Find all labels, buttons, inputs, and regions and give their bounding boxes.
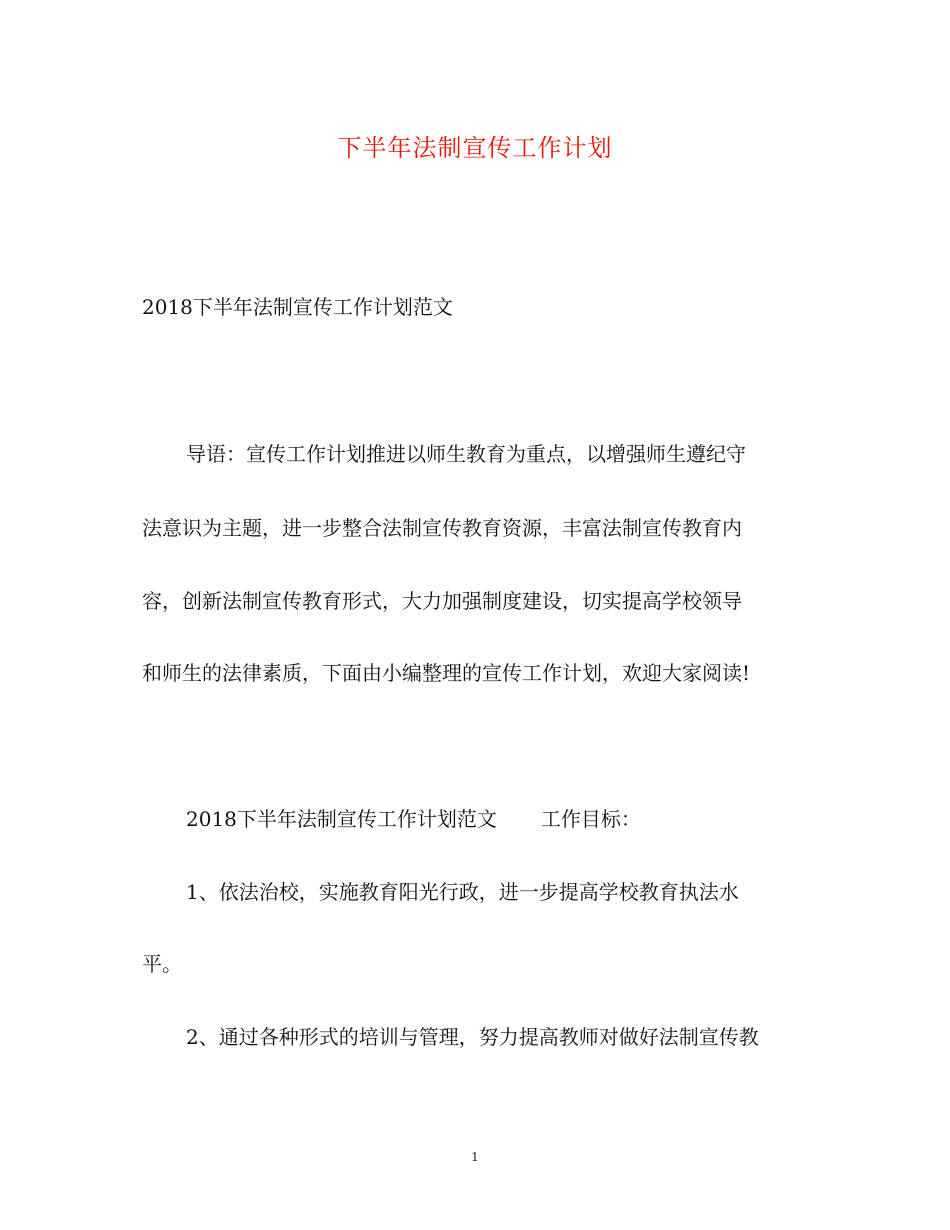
intro-line-2: 法意识为主题，进一步整合法制宣传教育资源，丰富法制宣传教育内 [142,516,742,540]
section-label: 工作目标： [540,807,641,831]
section-heading-row [186,805,641,833]
intro-line-3: 容，创新法制宣传教育形式，大力加强制度建设，切实提高学校领导 [142,589,742,613]
item1-line-2: 平。 [142,952,182,976]
section-heading: 2018下半年法制宣传工作计划范文 [186,807,497,831]
item2-line-1: 2、通过各种形式的培训与管理，努力提高教师对做好法制宣传教 [186,1025,759,1049]
intro-line-1: 导语：宣传工作计划推进以师生教育为重点，以增强师生遵纪守 [186,442,746,466]
page-number: 1 [471,1150,479,1164]
intro-line-4: 和师生的法律素质，下面由小编整理的宣传工作计划，欢迎大家阅读! [142,661,751,685]
document-title: 下半年法制宣传工作计划 [337,134,613,162]
document-subtitle: 2018下半年法制宣传工作计划范文 [142,295,453,319]
item1-line-1: 1、依法治校，实施教育阳光行政，进一步提高学校教育执法水 [186,880,739,904]
